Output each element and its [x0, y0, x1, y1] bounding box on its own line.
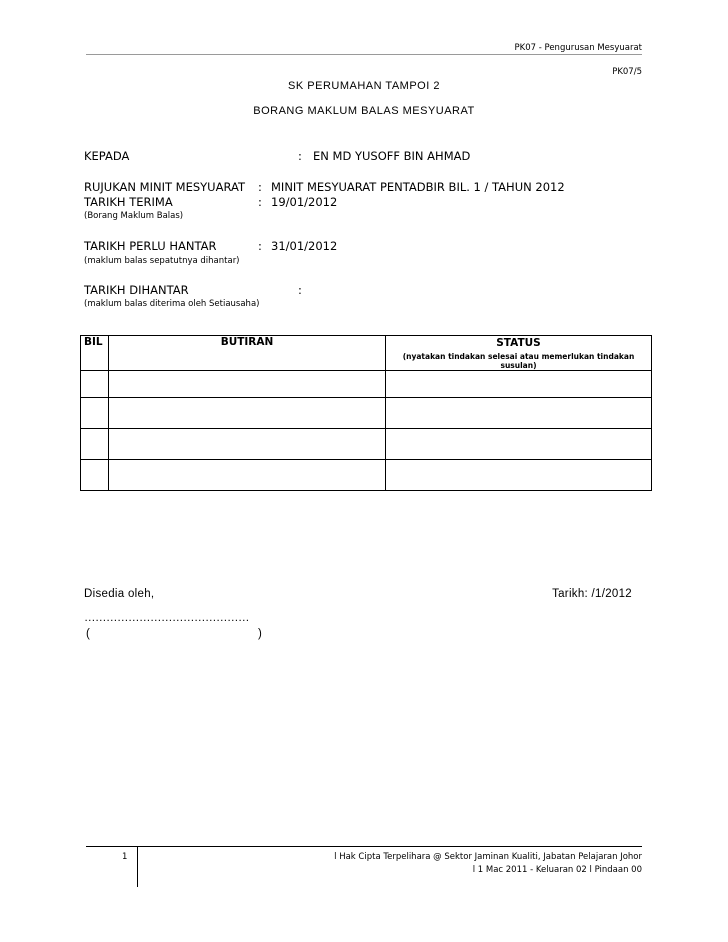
- tarikh-terima-note: (Borang Maklum Balas): [84, 211, 184, 221]
- bil-cell[interactable]: [81, 429, 109, 460]
- form-title: BORANG MAKLUM BALAS MESYUARAT: [253, 105, 475, 117]
- page-number: 1: [122, 852, 128, 862]
- footer-copyright: l Hak Cipta Terpelihara @ Sektor Jaminan Kualiti, Jabatan Pelajaran Johor: [334, 852, 642, 862]
- butiran-cell[interactable]: [109, 398, 386, 429]
- tarikh-terima-label: TARIKH TERIMA: [84, 195, 173, 209]
- bil-cell[interactable]: [81, 460, 109, 491]
- rujukan-label: RUJUKAN MINIT MESYUARAT: [84, 180, 245, 194]
- table-row: [81, 460, 652, 491]
- status-header-label: STATUS: [496, 337, 541, 349]
- feedback-table: [80, 335, 652, 491]
- date-label: Tarikh: /1/2012: [552, 588, 632, 600]
- footer-revision: l 1 Mac 2011 - Keluaran 02 l Pindaan 00: [472, 865, 642, 875]
- table-header-row: [81, 336, 652, 371]
- kepada-value: EN MD YUSOFF BIN AHMAD: [313, 149, 471, 163]
- document-code: PK07 - Pengurusan Mesyuarat: [514, 43, 642, 53]
- kepada-colon: :: [298, 149, 302, 163]
- kepada-label: KEPADA: [84, 149, 130, 163]
- footer-vertical-bar: [137, 847, 138, 887]
- header-divider: [86, 54, 642, 55]
- footer-divider: [86, 846, 642, 847]
- butiran-cell[interactable]: [109, 429, 386, 460]
- bil-header: BIL: [81, 336, 109, 371]
- prepared-by-label: Disedia oleh,: [84, 588, 155, 600]
- tarikh-perlu-hantar-value: 31/01/2012: [271, 239, 338, 253]
- table-row: [81, 371, 652, 398]
- status-cell[interactable]: [386, 429, 652, 460]
- status-cell[interactable]: [386, 460, 652, 491]
- school-name: SK PERUMAHAN TAMPOI 2: [288, 80, 440, 92]
- form-code: PK07/5: [612, 67, 642, 77]
- rujukan-value: MINIT MESYUARAT PENTADBIR BIL. 1 / TAHUN 2012: [271, 180, 565, 194]
- bil-cell[interactable]: [81, 398, 109, 429]
- tarikh-terima-colon: :: [258, 195, 262, 209]
- butiran-cell[interactable]: [109, 371, 386, 398]
- tarikh-perlu-hantar-label: TARIKH PERLU HANTAR: [84, 239, 217, 253]
- butiran-header: BUTIRAN: [109, 336, 386, 371]
- table-row: [81, 429, 652, 460]
- tarikh-perlu-hantar-colon: :: [258, 239, 262, 253]
- tarikh-dihantar-label: TARIKH DIHANTAR: [84, 283, 189, 297]
- bil-cell[interactable]: [81, 371, 109, 398]
- status-cell[interactable]: [386, 371, 652, 398]
- butiran-cell[interactable]: [109, 460, 386, 491]
- rujukan-colon: :: [258, 180, 262, 194]
- status-cell[interactable]: [386, 398, 652, 429]
- status-header: [386, 336, 652, 371]
- tarikh-dihantar-colon: :: [298, 283, 302, 297]
- signature-line: ………………………………………: [84, 612, 249, 624]
- name-close-paren: ): [258, 628, 262, 640]
- name-open-paren: (: [86, 628, 90, 640]
- tarikh-terima-value: 19/01/2012: [271, 195, 338, 209]
- tarikh-dihantar-note: (maklum balas diterima oleh Setiausaha): [84, 299, 260, 309]
- table-row: [81, 398, 652, 429]
- tarikh-perlu-hantar-note: (maklum balas sepatutnya dihantar): [84, 256, 240, 266]
- status-header-note: (nyatakan tindakan selesai atau memerlukan tindakan susulan): [402, 352, 635, 370]
